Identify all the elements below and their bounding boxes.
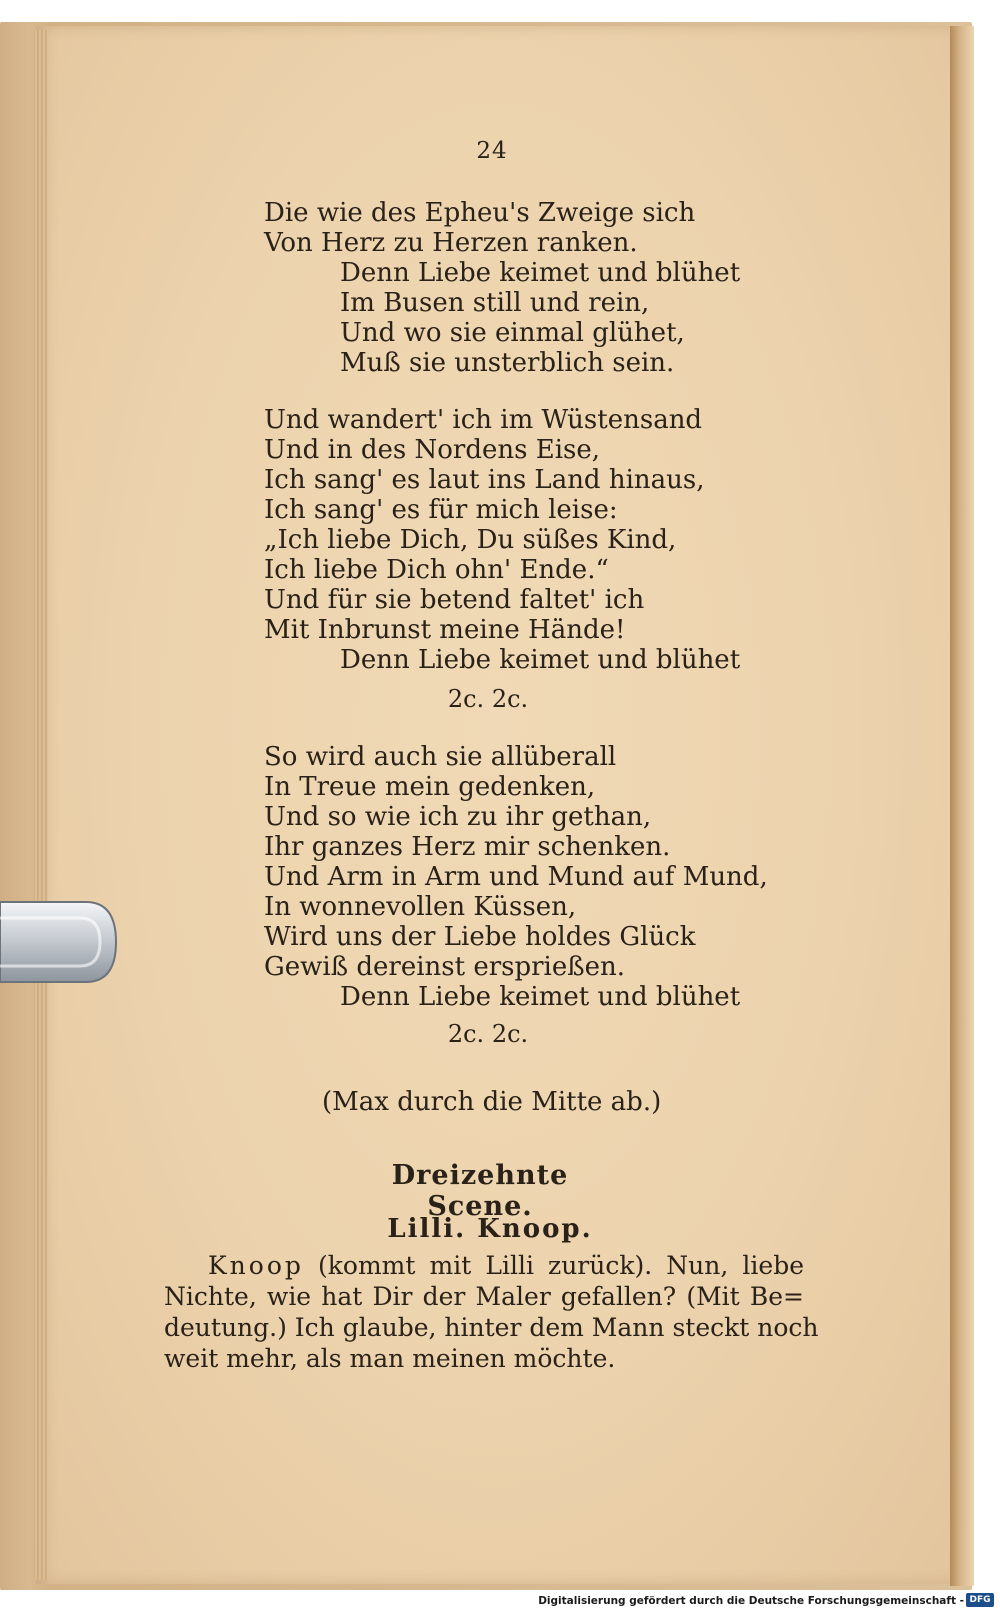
- verse-line: Ich liebe Dich ohn' Ende.“: [264, 555, 609, 585]
- stanza: [264, 405, 740, 675]
- et-cetera-mark: 2c. 2c.: [447, 685, 529, 713]
- verse-line: Und wandert' ich im Wüstensand: [264, 405, 703, 435]
- verse-line: „Ich liebe Dich, Du süßes Kind,: [264, 525, 677, 555]
- verse-line: Und in des Nordens Eise,: [264, 435, 601, 465]
- verse-line: Von Herz zu Herzen ranken.: [264, 228, 638, 258]
- stanza: [264, 198, 740, 378]
- verse-line: So wird auch sie allüberall: [264, 742, 617, 772]
- prose-line: weit mehr, als man meinen möchte.: [164, 1344, 616, 1373]
- verse-line: Ihr ganzes Herz mir schenken.: [264, 832, 671, 862]
- verse-line: Und wo sie einmal glühet,: [340, 318, 685, 348]
- funding-credit: Digitalisierung gefördert durch die Deutsche Forschungsgemeinschaft -: [538, 1595, 964, 1607]
- verse-line: Und so wie ich zu ihr gethan,: [264, 802, 652, 832]
- prose-line: [164, 1250, 804, 1281]
- verse-line: Ich sang' es laut ins Land hinaus,: [264, 465, 705, 495]
- stanza: [264, 742, 768, 1012]
- verse-line: Und für sie betend faltet' ich: [264, 585, 645, 615]
- verse-line: Ich sang' es für mich leise:: [264, 495, 618, 525]
- stage-direction: (Max durch die Mitte ab.): [322, 1087, 662, 1117]
- scene-characters: Lilli. Knoop.: [387, 1214, 593, 1244]
- prose-line: Nichte, wie hat Dir der Maler gefallen? (Mit Be=: [164, 1282, 804, 1311]
- speaker-name: Knoop: [208, 1251, 304, 1280]
- verse-line: Denn Liebe keimet und blühet: [340, 982, 741, 1012]
- verse-line: In Treue mein gedenken,: [264, 772, 596, 802]
- scene-title: Dreizehnte Scene.: [391, 1160, 569, 1222]
- et-cetera-mark: 2c. 2c.: [447, 1020, 529, 1048]
- verse-line: Denn Liebe keimet und blühet: [340, 258, 741, 288]
- verse-line: Gewiß dereinst ersprießen.: [264, 952, 626, 982]
- verse-line: Wird uns der Liebe holdes Glück: [264, 922, 696, 952]
- verse-line: In wonnevollen Küssen,: [264, 892, 577, 922]
- page-number: 24: [476, 138, 508, 164]
- verse-line: Muß sie unsterblich sein.: [340, 348, 675, 378]
- verse-line: Die wie des Epheu's Zweige sich: [264, 198, 696, 228]
- prose-line: deutung.) Ich glaube, hinter dem Mann steckt noch: [164, 1313, 819, 1342]
- verse-line: Und Arm in Arm und Mund auf Mund,: [264, 862, 768, 892]
- verse-line: Mit Inbrunst meine Hände!: [264, 615, 626, 645]
- dialogue-paragraph: [164, 1250, 819, 1374]
- prose-line-text: (kommt mit Lilli zurück). Nun, liebe: [318, 1251, 805, 1280]
- dfg-logo: DFG: [966, 1593, 994, 1607]
- verse-line: Denn Liebe keimet und blühet: [340, 645, 741, 675]
- verse-line: Im Busen still und rein,: [340, 288, 650, 318]
